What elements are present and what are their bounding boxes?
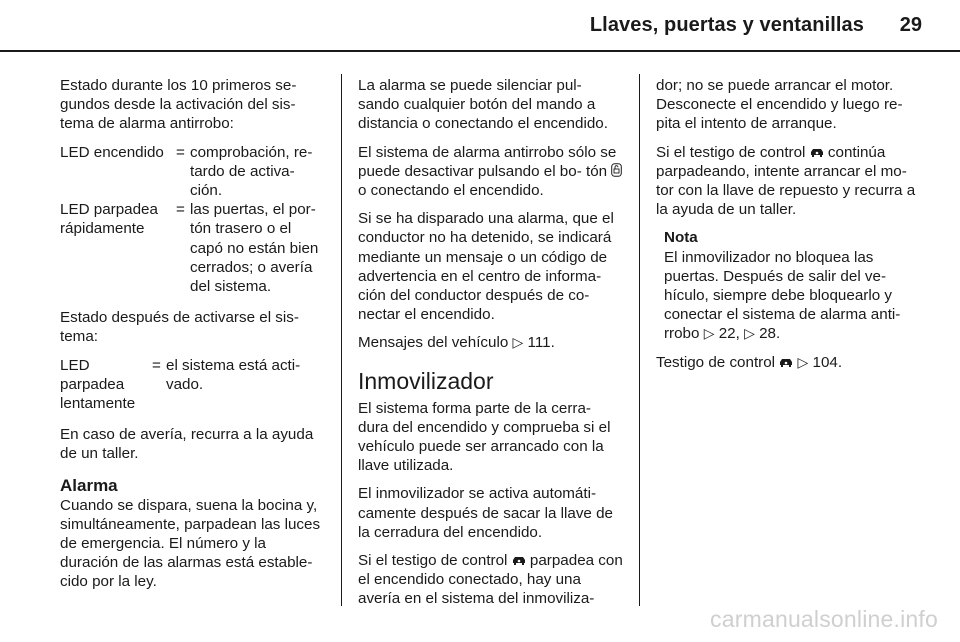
paragraph: Estado después de activarse el sis- tema: bbox=[60, 309, 299, 346]
status-list-initial bbox=[60, 143, 326, 297]
paragraph: Si se ha disparado una alarma, que el conductor no ha detenido, se indicará mediante un mensaje o un código de advertencia en el centro de informa- ción del conductor después de co- nectar el encendido. bbox=[358, 210, 614, 324]
list-item bbox=[60, 143, 326, 201]
text-fragment: Si el testigo de control bbox=[358, 552, 508, 570]
page-reference[interactable]: 22, bbox=[718, 325, 740, 343]
list-equals: = bbox=[152, 356, 161, 374]
page-reference[interactable]: 104. bbox=[812, 353, 843, 371]
list-equals: = bbox=[176, 143, 185, 161]
note-block bbox=[656, 228, 922, 343]
page-reference-icon: ▷ bbox=[512, 334, 524, 351]
list-item bbox=[60, 200, 326, 296]
unlock-button-icon bbox=[611, 163, 622, 179]
text-fragment: El inmovilizador no bloquea las puertas. Después de salir del ve- hículo, siempre debe bloquearlo y conectar el sistema de alarma anti- rrobo bbox=[664, 248, 901, 343]
list-item bbox=[60, 356, 326, 414]
heading-alarma: Alarma bbox=[60, 475, 118, 495]
list-definition: el sistema está acti- vado. bbox=[166, 356, 301, 393]
page-reference[interactable]: 28. bbox=[759, 325, 781, 343]
page-number: 29 bbox=[899, 14, 922, 36]
list-equals: = bbox=[176, 201, 185, 219]
list-term: LED parpadea rápidamente bbox=[60, 201, 158, 238]
text-fragment: o conectando el encendido. bbox=[358, 182, 544, 200]
column-divider-1 bbox=[341, 74, 342, 606]
status-list-active bbox=[60, 356, 326, 414]
page-reference-icon: ▷ bbox=[797, 353, 809, 370]
paragraph bbox=[656, 143, 922, 220]
list-term: LED encendido bbox=[60, 143, 164, 161]
note-text bbox=[664, 248, 922, 344]
column-1 bbox=[60, 76, 326, 601]
list-definition: comprobación, re- tardo de activa- ción. bbox=[190, 143, 313, 200]
paragraph: Cuando se dispara, suena la bocina y, simultáneamente, parpadean las luces de emergencia. El número y la duración de las alarmas está estable- cido por la ley. bbox=[60, 496, 321, 591]
text-fragment: parpadea con el encendido conectado, hay una avería en el sistema del inmoviliza- bbox=[358, 552, 623, 608]
paragraph: En caso de avería, recurra a la ayuda de un taller. bbox=[60, 426, 314, 463]
paragraph: El sistema forma parte de la cerra- dura del encendido y comprueba si el vehículo puede ser arrancado con la llave utilizada. bbox=[358, 399, 611, 475]
paragraph: Estado durante los 10 primeros se- gundos desde la activación del sis- tema de alarma antirrobo: bbox=[60, 77, 297, 133]
header-rule bbox=[0, 50, 960, 52]
paragraph bbox=[358, 333, 624, 352]
text-fragment: El sistema de alarma antirrobo sólo se puede desactivar pulsando el bo- tón bbox=[358, 143, 617, 180]
immobilizer-car-key-icon bbox=[512, 552, 526, 569]
watermark: carmanualsonline.info bbox=[710, 606, 938, 632]
paragraph bbox=[358, 551, 624, 609]
paragraph: La alarma se puede silenciar pul- sando cualquier botón del mando a distancia o conectando el encendido. bbox=[358, 77, 608, 133]
immobilizer-car-key-icon bbox=[779, 354, 793, 371]
text-fragment: continúa parpadeando, intente arrancar el mo- tor con la llave de repuesto y recurra a la ayuda de un taller. bbox=[656, 143, 916, 219]
heading-inmovilizador: Inmovilizador bbox=[358, 367, 494, 394]
immobilizer-car-key-icon bbox=[810, 144, 824, 161]
column-3 bbox=[656, 76, 922, 381]
page-reference-icon: ▷ bbox=[744, 325, 755, 342]
page-reference[interactable]: 111. bbox=[527, 334, 555, 352]
list-definition: las puertas, el por- tón trasero o el capó no están bien cerrados; o avería del sistema. bbox=[190, 201, 319, 296]
text-fragment: Testigo de control bbox=[656, 353, 776, 371]
text-fragment: Si el testigo de control bbox=[656, 143, 806, 161]
paragraph: dor; no se puede arrancar el motor. Desconecte el encendido y luego re- pita el intento de arranque. bbox=[656, 77, 903, 133]
column-divider-2 bbox=[639, 74, 640, 606]
page-reference-icon: ▷ bbox=[703, 325, 715, 342]
section-title: Llaves, puertas y ventanillas bbox=[589, 14, 864, 36]
text-fragment: Mensajes del vehículo bbox=[358, 334, 509, 352]
paragraph bbox=[358, 143, 624, 201]
note-label: Nota bbox=[664, 229, 698, 247]
paragraph bbox=[656, 353, 922, 372]
column-2 bbox=[358, 76, 624, 618]
list-term: LED parpadea lentamente bbox=[60, 356, 136, 413]
paragraph: El inmovilizador se activa automáti- camente después de sacar la llave de la cerradura del encendido. bbox=[358, 485, 613, 541]
page-header bbox=[0, 0, 960, 52]
